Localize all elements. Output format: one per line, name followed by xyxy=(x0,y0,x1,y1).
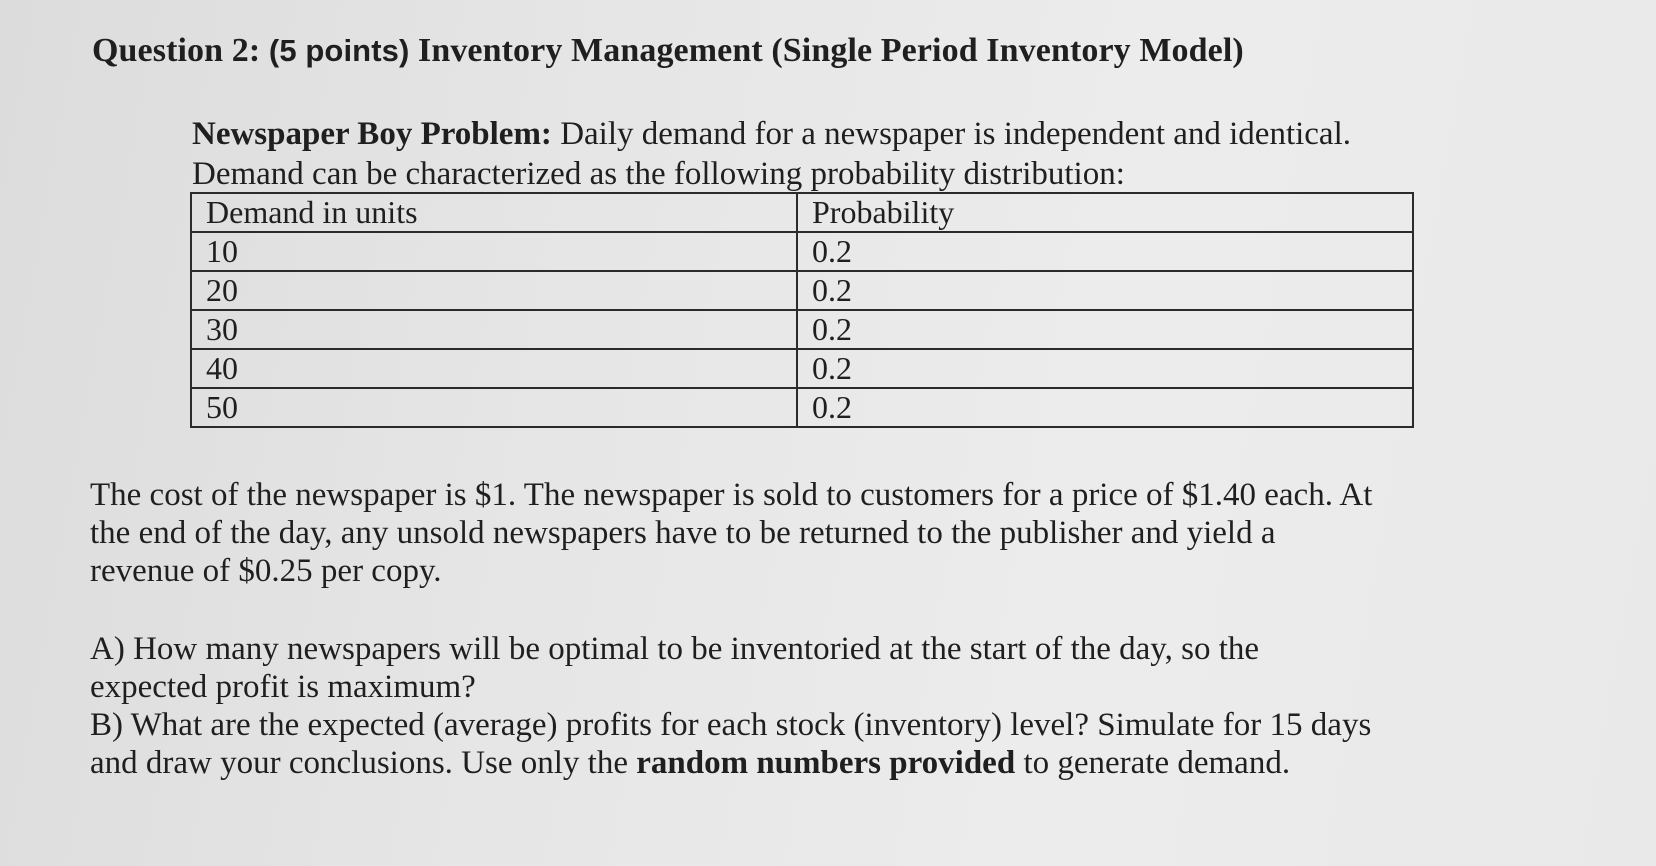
probability-cell: 0.2 xyxy=(797,232,1413,271)
probability-cell: 0.2 xyxy=(797,271,1413,310)
table-header-row xyxy=(191,193,1413,232)
intro-line-1 xyxy=(192,114,1432,154)
table-row xyxy=(191,310,1413,349)
header-demand: Demand in units xyxy=(191,193,797,232)
question-title xyxy=(92,32,1244,70)
cost-line-3: revenue of $0.25 per copy. xyxy=(90,553,442,589)
question-b-line-2-end: to generate demand. xyxy=(1015,745,1291,781)
probability-cell: 0.2 xyxy=(797,349,1413,388)
cost-line-1: The cost of the newspaper is $1. The newspaper is sold to customers for a price of $1.40 each. At xyxy=(90,477,1373,513)
probability-cell: 0.2 xyxy=(797,310,1413,349)
demand-cell: 50 xyxy=(191,388,797,427)
probability-cell: 0.2 xyxy=(797,388,1413,427)
question-heading-prefix: Question 2: xyxy=(92,32,269,69)
table-row xyxy=(191,388,1413,427)
question-b-line-1: B) What are the expected (average) profits for each stock (inventory) level? Simulate for 15 days xyxy=(90,707,1372,743)
cost-line-2: the end of the day, any unsold newspapers have to be returned to the publisher and yield a xyxy=(90,515,1276,551)
intro-line-1-text: Daily demand for a newspaper is independent and identical. xyxy=(551,116,1351,152)
question-a-line-1: A) How many newspapers will be optimal to be inventoried at the start of the day, so the xyxy=(90,631,1260,667)
header-probability: Probability xyxy=(797,193,1413,232)
question-b-line-2 xyxy=(90,744,1430,782)
demand-cell: 10 xyxy=(191,232,797,271)
question-heading-suffix: Inventory Management (Single Period Inventory Model) xyxy=(409,32,1244,69)
demand-cell: 30 xyxy=(191,310,797,349)
table-row xyxy=(191,271,1413,310)
question-b-line-2-start: and draw your conclusions. Use only the xyxy=(90,745,637,781)
table-row xyxy=(191,349,1413,388)
question-points: (5 points) xyxy=(268,33,410,68)
demand-cell: 40 xyxy=(191,349,797,388)
sub-questions xyxy=(90,630,1430,782)
problem-lead: Newspaper Boy Problem: xyxy=(192,116,552,152)
random-numbers-emphasis: random numbers provided xyxy=(636,745,1016,781)
question-a-line-2: expected profit is maximum? xyxy=(90,669,476,705)
table-row xyxy=(191,232,1413,271)
cost-paragraph xyxy=(90,476,1430,590)
intro-line-2: Demand can be characterized as the following probability distribution: xyxy=(192,156,1125,192)
demand-distribution-table xyxy=(190,192,1414,428)
problem-intro xyxy=(192,114,1432,194)
demand-cell: 20 xyxy=(191,271,797,310)
